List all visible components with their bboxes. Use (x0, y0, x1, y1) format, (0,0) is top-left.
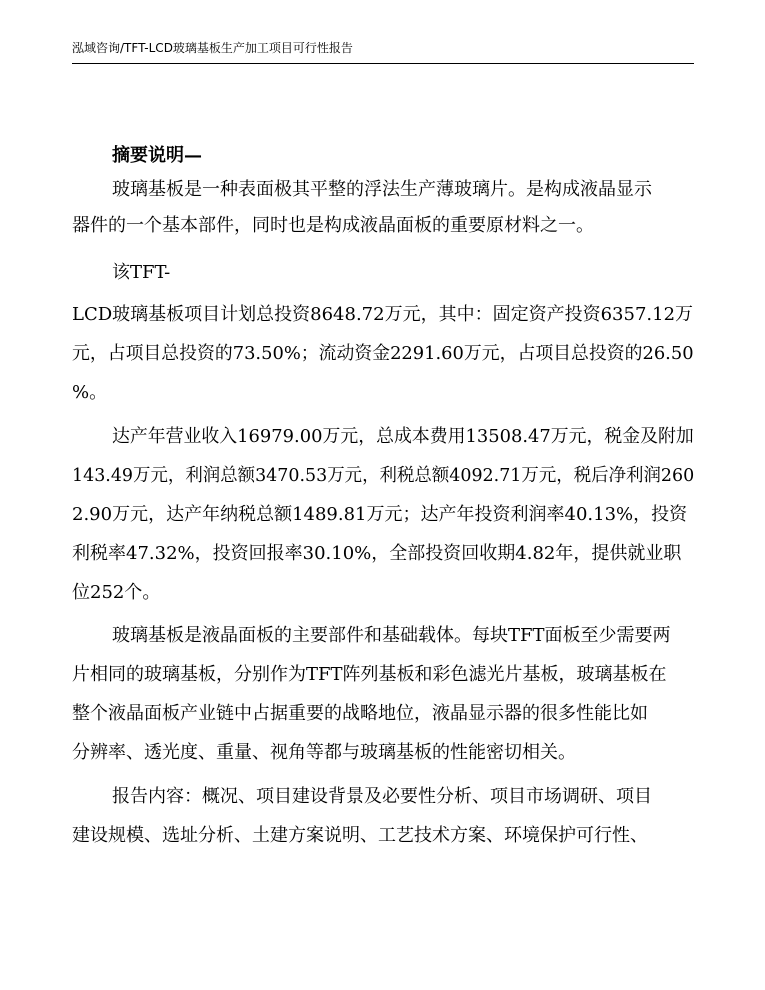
paragraph-line: 位252个。 (72, 582, 161, 603)
running-header: 泓域咨询/TFT-LCD玻璃基板生产加工项目可行性报告 (72, 41, 353, 55)
paragraph-line: LCD玻璃基板项目计划总投资8648.72万元，其中：固定资产投资6357.12万 (72, 304, 694, 325)
paragraph-line: 整个液晶面板产业链中占据重要的战略地位，液晶显示器的很多性能比如 (72, 703, 648, 724)
section-heading: 摘要说明— (112, 145, 202, 166)
paragraph-line: 元，占项目总投资的73.50%；流动资金2291.60万元，占项目总投资的26.50 (72, 343, 694, 364)
paragraph-line: 利税率47.32%，投资回报率30.10%，全部投资回收期4.82年，提供就业职 (72, 543, 682, 564)
paragraph-line: 该TFT- (112, 262, 171, 283)
paragraph-line: 器件的一个基本部件，同时也是构成液晶面板的重要原材料之一。 (72, 215, 594, 236)
paragraph-line: 143.49万元，利润总额3470.53万元，利税总额4092.71万元，税后净利润260 (72, 465, 695, 486)
paragraph-line: 玻璃基板是一种表面极其平整的浮法生产薄玻璃片。是构成液晶显示 (112, 179, 652, 200)
paragraph-line: 片相同的玻璃基板，分别作为TFT阵列基板和彩色滤光片基板，玻璃基板在 (72, 664, 667, 685)
header-divider (72, 63, 694, 64)
paragraph-line: 玻璃基板是液晶面板的主要部件和基础载体。每块TFT面板至少需要两 (112, 625, 671, 646)
paragraph-line: 分辨率、透光度、重量、视角等都与玻璃基板的性能密切相关。 (72, 742, 576, 763)
paragraph-line: %。 (72, 382, 108, 403)
paragraph-line: 报告内容：概况、项目建设背景及必要性分析、项目市场调研、项目 (112, 786, 652, 807)
paragraph-line: 达产年营业收入16979.00万元，总成本费用13508.47万元，税金及附加 (112, 426, 694, 447)
paragraph-line: 建设规模、选址分析、土建方案说明、工艺技术方案、环境保护可行性、 (72, 825, 648, 846)
paragraph-line: 2.90万元，达产年纳税总额1489.81万元；达产年投资利润率40.13%，投资 (72, 504, 688, 525)
